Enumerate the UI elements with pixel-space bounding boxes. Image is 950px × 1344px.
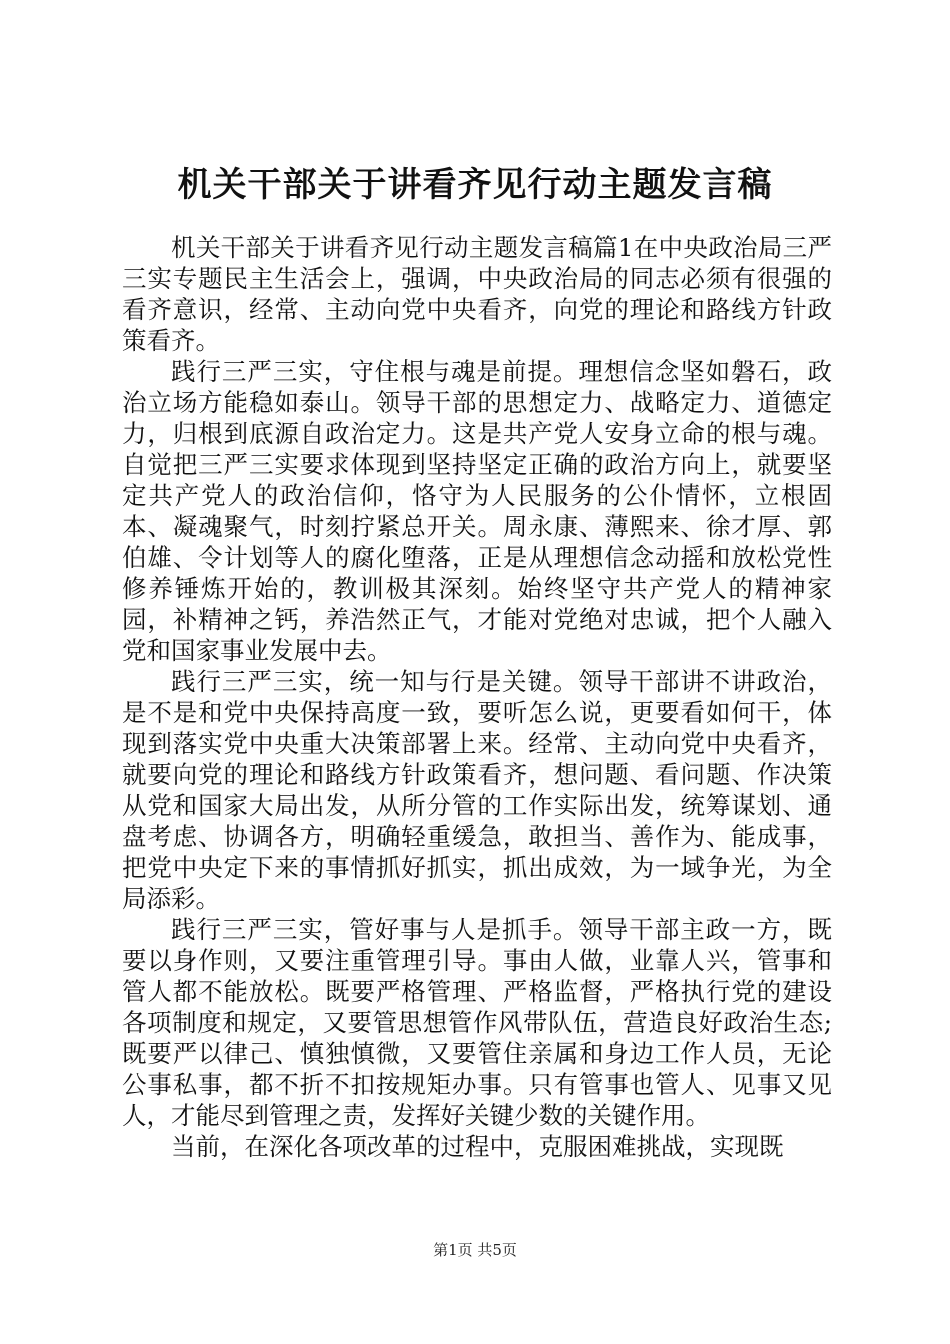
paragraph-2: 践行三严三实，守住根与魂是前提。理想信念坚如磐石，政治立场方能稳如泰山。领导干部的思想定力、战略定力、道德定力，归根到底源自政治定力。这是共产党人安身立命的根与魂。自觉把三严三实要求体现到坚持坚定正确的政治方向上，就要坚定共产党人的政治信仰，恪守为人民服务的公仆情怀，立根固本、凝魂聚气，时刻拧紧总开关。周永康、薄熙来、徐才厚、郭伯雄、令计划等人的腐化堕落，正是从理想信念动摇和放松党性修养锤炼开始的，教训极其深刻。始终坚守共产党人的精神家园，补精神之钙，养浩然正气，才能对党绝对忠诚，把个人融入党和国家事业发展中去。 <box>122 357 832 665</box>
paragraph-4: 践行三严三实，管好事与人是抓手。领导干部主政一方，既要以身作则，又要注重管理引导。事由人做，业靠人兴，管事和管人都不能放松。既要严格管理、严格监督，严格执行党的建设各项制度和规定，又要管思想管作风带队伍，营造良好政治生态;既要严以律己、慎独慎微，又要管住亲属和身边工作人员，无论公事私事，都不折不扣按规矩办事。只有管事也管人、见事又见人，才能尽到管理之责，发挥好关键少数的关键作用。 <box>122 915 832 1130</box>
document-body <box>122 232 832 1162</box>
paragraph-1: 机关干部关于讲看齐见行动主题发言稿篇1在中央政治局三严三实专题民主生活会上，强调，中央政治局的同志必须有很强的看齐意识，经常、主动向党中央看齐，向党的理论和路线方针政策看齐。 <box>122 233 832 355</box>
paragraph-5: 当前，在深化各项改革的过程中，克服困难挑战，实现既 <box>171 1132 784 1161</box>
document-title: 机关干部关于讲看齐见行动主题发言稿 <box>177 165 773 205</box>
page-footer: 第1页 共5页 <box>433 1241 517 1259</box>
paragraph-3: 践行三严三实，统一知与行是关键。领导干部讲不讲政治，是不是和党中央保持高度一致，要听怎么说，更要看如何干，体现到落实党中央重大决策部署上来。经常、主动向党中央看齐，就要向党的理论和路线方针政策看齐，想问题、看问题、作决策从党和国家大局出发，从所分管的工作实际出发，统筹谋划、通盘考虑、协调各方，明确轻重缓急，敢担当、善作为、能成事，把党中央定下来的事情抓好抓实，抓出成效，为一域争光，为全局添彩。 <box>122 667 832 913</box>
